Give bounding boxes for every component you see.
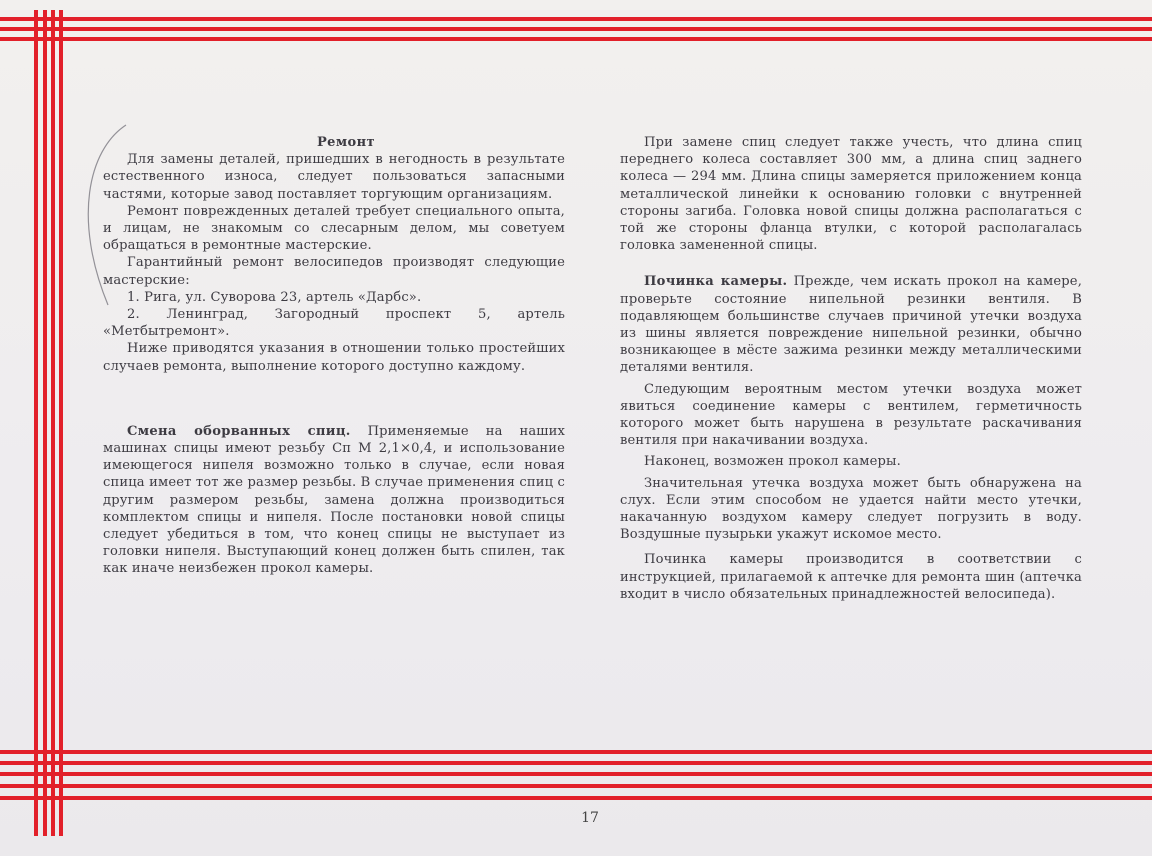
page-number: 17 [581,810,599,826]
stripe [0,796,1152,800]
subsection-heading: Смена оборванных спиц. [127,423,351,439]
paragraph: Ниже приводятся указания в отношении только простейших случаев ремонта, выполнение которого доступно каждому. [103,341,565,374]
paragraph-text: Применяемые на наших машинах спицы имеют резьбу Сп М 2,1×0,4, и использование имеющегося нипеля возможно только в случае, если новая спица имеет тот же размер резьбы. В случае применения спиц с другим размером резьбы, замена должна производиться комплектом спицы и нипеля. После постановки новой спицы следует убедиться в том, что конец спицы не выступает из головки нипеля. Выступающий конец должен быть спилен, так как иначе неизбежен прокол камеры. [103,423,566,577]
paragraph-text: Прежде, чем искать прокол на камере, проверьте состояние нипельной резинки вентиля. В подавляющем большинстве случаев причиной утечки воздуха из шины является повреждение нипельной резинки, обычно возникающее в мёсте зажима резинки между металлическими деталями вентиля. [620,274,1083,376]
paragraph: Починка камеры производится в соответствии с инструкцией, прилагаемой к аптечке для ремонта шин (аптечка входит в число обязательных принадлежностей велосипеда). [620,552,1082,602]
spacer [103,375,565,423]
subsection-heading: Починка камеры. [644,274,788,290]
stripe [43,10,47,836]
stripe [51,10,55,836]
paragraph: Для замены деталей, пришедших в негодность в результате естественного износа, следует пользоваться запасными частями, которые завод поставляет торгующим организациям. [103,152,565,202]
stripe [34,10,38,836]
right-column [620,134,1082,603]
stripe [0,761,1152,765]
list-item: 1. Рига, ул. Суворова 23, артель «Дарбс». [127,289,422,305]
left-column [103,134,565,578]
paragraph: Гарантийный ремонт велосипедов производят следующие мастерские: [103,255,565,288]
stripe [0,27,1152,31]
paragraph [620,273,1082,376]
stripe [0,750,1152,754]
paragraph: Наконец, возможен прокол камеры. [644,454,901,470]
list-item: 2. Ленинград, Загородный проспект 5, артель «Метбытремонт». [103,307,565,340]
stripe [0,772,1152,776]
paragraph: Значительная утечка воздуха может быть обнаружена на слух. Если этим способом не удается найти место утечки, накачанную воздухом камеру следует погрузить в воду. Воздушные пузырьки укажут искомое место. [620,475,1082,543]
stripe [59,10,63,836]
section-heading: Ремонт [317,135,375,150]
paragraph: Следующим вероятным местом утечки воздуха может явиться соединение камеры с вентилем, герметичность которого может быть нарушена в результате раскачивания вентиля при накачивании воздуха. [620,381,1082,449]
paragraph: При замене спиц следует также учесть, что длина спиц переднего колеса составляет 300 мм, а длина спиц заднего колеса — 294 мм. Длина спицы замеряется приложением конца металлической линейки к основанию головки с внутренней стороны загиба. Головка новой спицы должна располагаться с той же стороны фланца втулки, с которой располагалась головка замененной спицы. [620,135,1082,254]
spacer [620,254,1082,273]
stripe [0,17,1152,21]
paragraph: Ремонт поврежденных деталей требует специального опыта, и лицам, не знакомым со слесарным делом, мы советуем обращаться в ремонтные мастерские. [103,203,565,254]
stripe [0,784,1152,788]
paragraph [103,423,565,578]
stripe [0,37,1152,41]
